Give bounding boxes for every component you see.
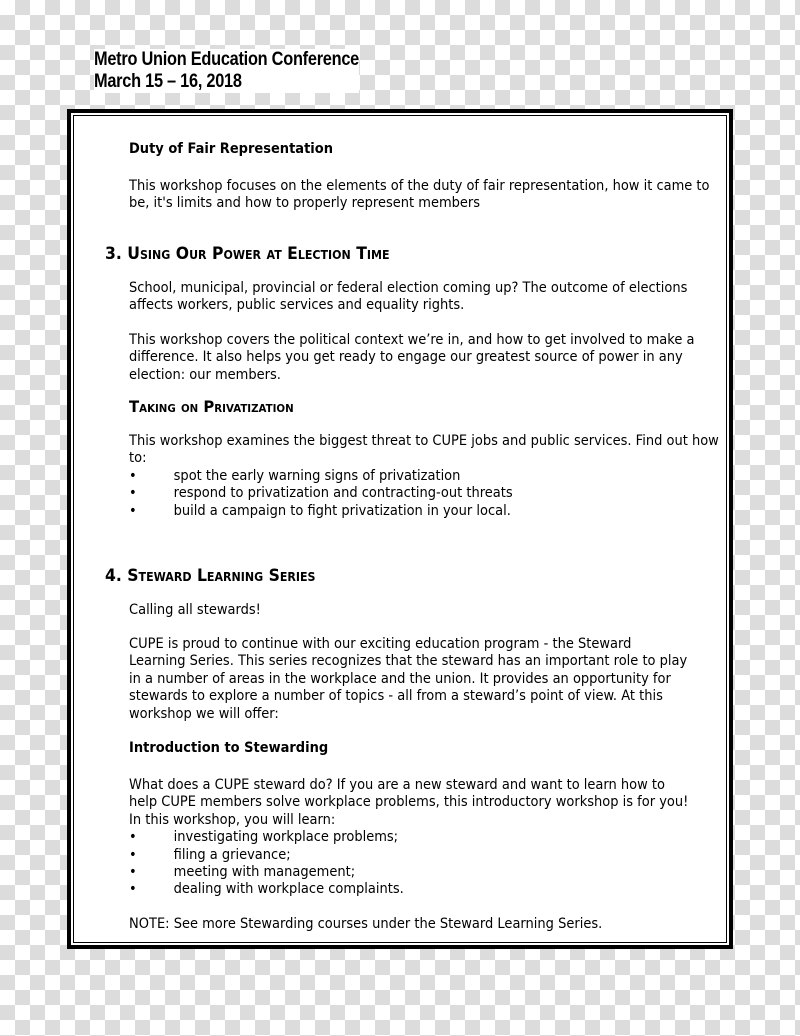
text-line: difference. It also helps you get ready to engage our greatest source of power in any (129, 349, 683, 366)
conference-dates: March 15 – 16, 2018 (94, 71, 242, 92)
taking-on-privatization-title: Taking on Privatization (129, 397, 294, 416)
stewarding-bullet-list (129, 829, 688, 899)
bullet-item: • meeting with management; (129, 864, 356, 881)
stewarding-note: NOTE: See more Stewarding courses under the Steward Learning Series. (129, 916, 603, 932)
taking-on-privatization-body (129, 433, 719, 520)
bullet-icon: • (129, 467, 137, 484)
section-number: 4. (105, 566, 122, 586)
document-header (94, 49, 359, 93)
bullet-icon: • (129, 881, 137, 898)
section-3-paragraph-2 (129, 332, 694, 384)
section-number: 3. (105, 244, 122, 264)
bullet-item: • filing a grievance; (129, 846, 291, 863)
text-line: stewards to explore a number of topics - all from a steward’s point of view. At this (129, 688, 663, 705)
bullet-item: • build a campaign to fight privatization in your local. (129, 502, 511, 519)
duty-of-fair-representation-title: Duty of Fair Representation (129, 141, 333, 157)
bullet-icon: • (129, 846, 137, 863)
document-body (71, 113, 729, 945)
text-line: help CUPE members solve workplace problems, this introductory workshop is for you! (129, 794, 689, 811)
section-3-heading (105, 244, 390, 264)
text-line: Learning Series. This series recognizes that the steward has an important role to play (129, 653, 688, 670)
bullet-icon: • (129, 485, 137, 502)
text-line: This workshop covers the political context we’re in, and how to get involved to make a (129, 332, 695, 348)
text-line: to: (129, 450, 147, 467)
bullet-icon: • (129, 502, 137, 519)
bullet-icon: • (129, 829, 137, 846)
section-4-heading (105, 566, 316, 586)
bullet-item: • dealing with workplace complaints. (129, 881, 404, 898)
conference-title: Metro Union Education Conference (94, 49, 360, 70)
introduction-to-stewarding-title: Introduction to Stewarding (129, 740, 329, 756)
text-line: CUPE is proud to continue with our exciting education program - the Steward (129, 636, 632, 652)
introduction-to-stewarding-body (129, 777, 688, 899)
text-line: This workshop examines the biggest threat to CUPE jobs and public services. Find out how (129, 433, 719, 449)
content-frame (67, 109, 733, 949)
section-3-paragraph-1 (129, 280, 687, 315)
bullet-item: • respond to privatization and contracting-out threats (129, 485, 513, 502)
text-line: in a number of areas in the workplace and the union. It provides an opportunity for (129, 670, 671, 687)
text-line: What does a CUPE steward do? If you are a new steward and want to learn how to (129, 777, 666, 793)
bullet-icon: • (129, 864, 137, 881)
text-line: be, it's limits and how to properly represent members (129, 195, 481, 212)
section-4-intro: Calling all stewards! (129, 602, 261, 618)
text-line: In this workshop, you will learn: (129, 811, 336, 828)
bullet-item: • spot the early warning signs of privatization (129, 467, 461, 484)
section-4-paragraph (129, 636, 687, 723)
duty-of-fair-representation-body (129, 178, 710, 213)
text-line: election: our members. (129, 366, 281, 383)
section-title: Using Our Power at Election Time (127, 244, 390, 264)
text-line: School, municipal, provincial or federal election coming up? The outcome of elections (129, 280, 688, 296)
text-line: affects workers, public services and equality rights. (129, 297, 465, 314)
text-line: This workshop focuses on the elements of the duty of fair representation, how it came to (129, 178, 710, 194)
privatization-bullet-list (129, 468, 719, 520)
text-line: workshop we will offer: (129, 705, 279, 722)
section-title: Steward Learning Series (127, 566, 316, 586)
bullet-item: • investigating workplace problems; (129, 829, 399, 846)
